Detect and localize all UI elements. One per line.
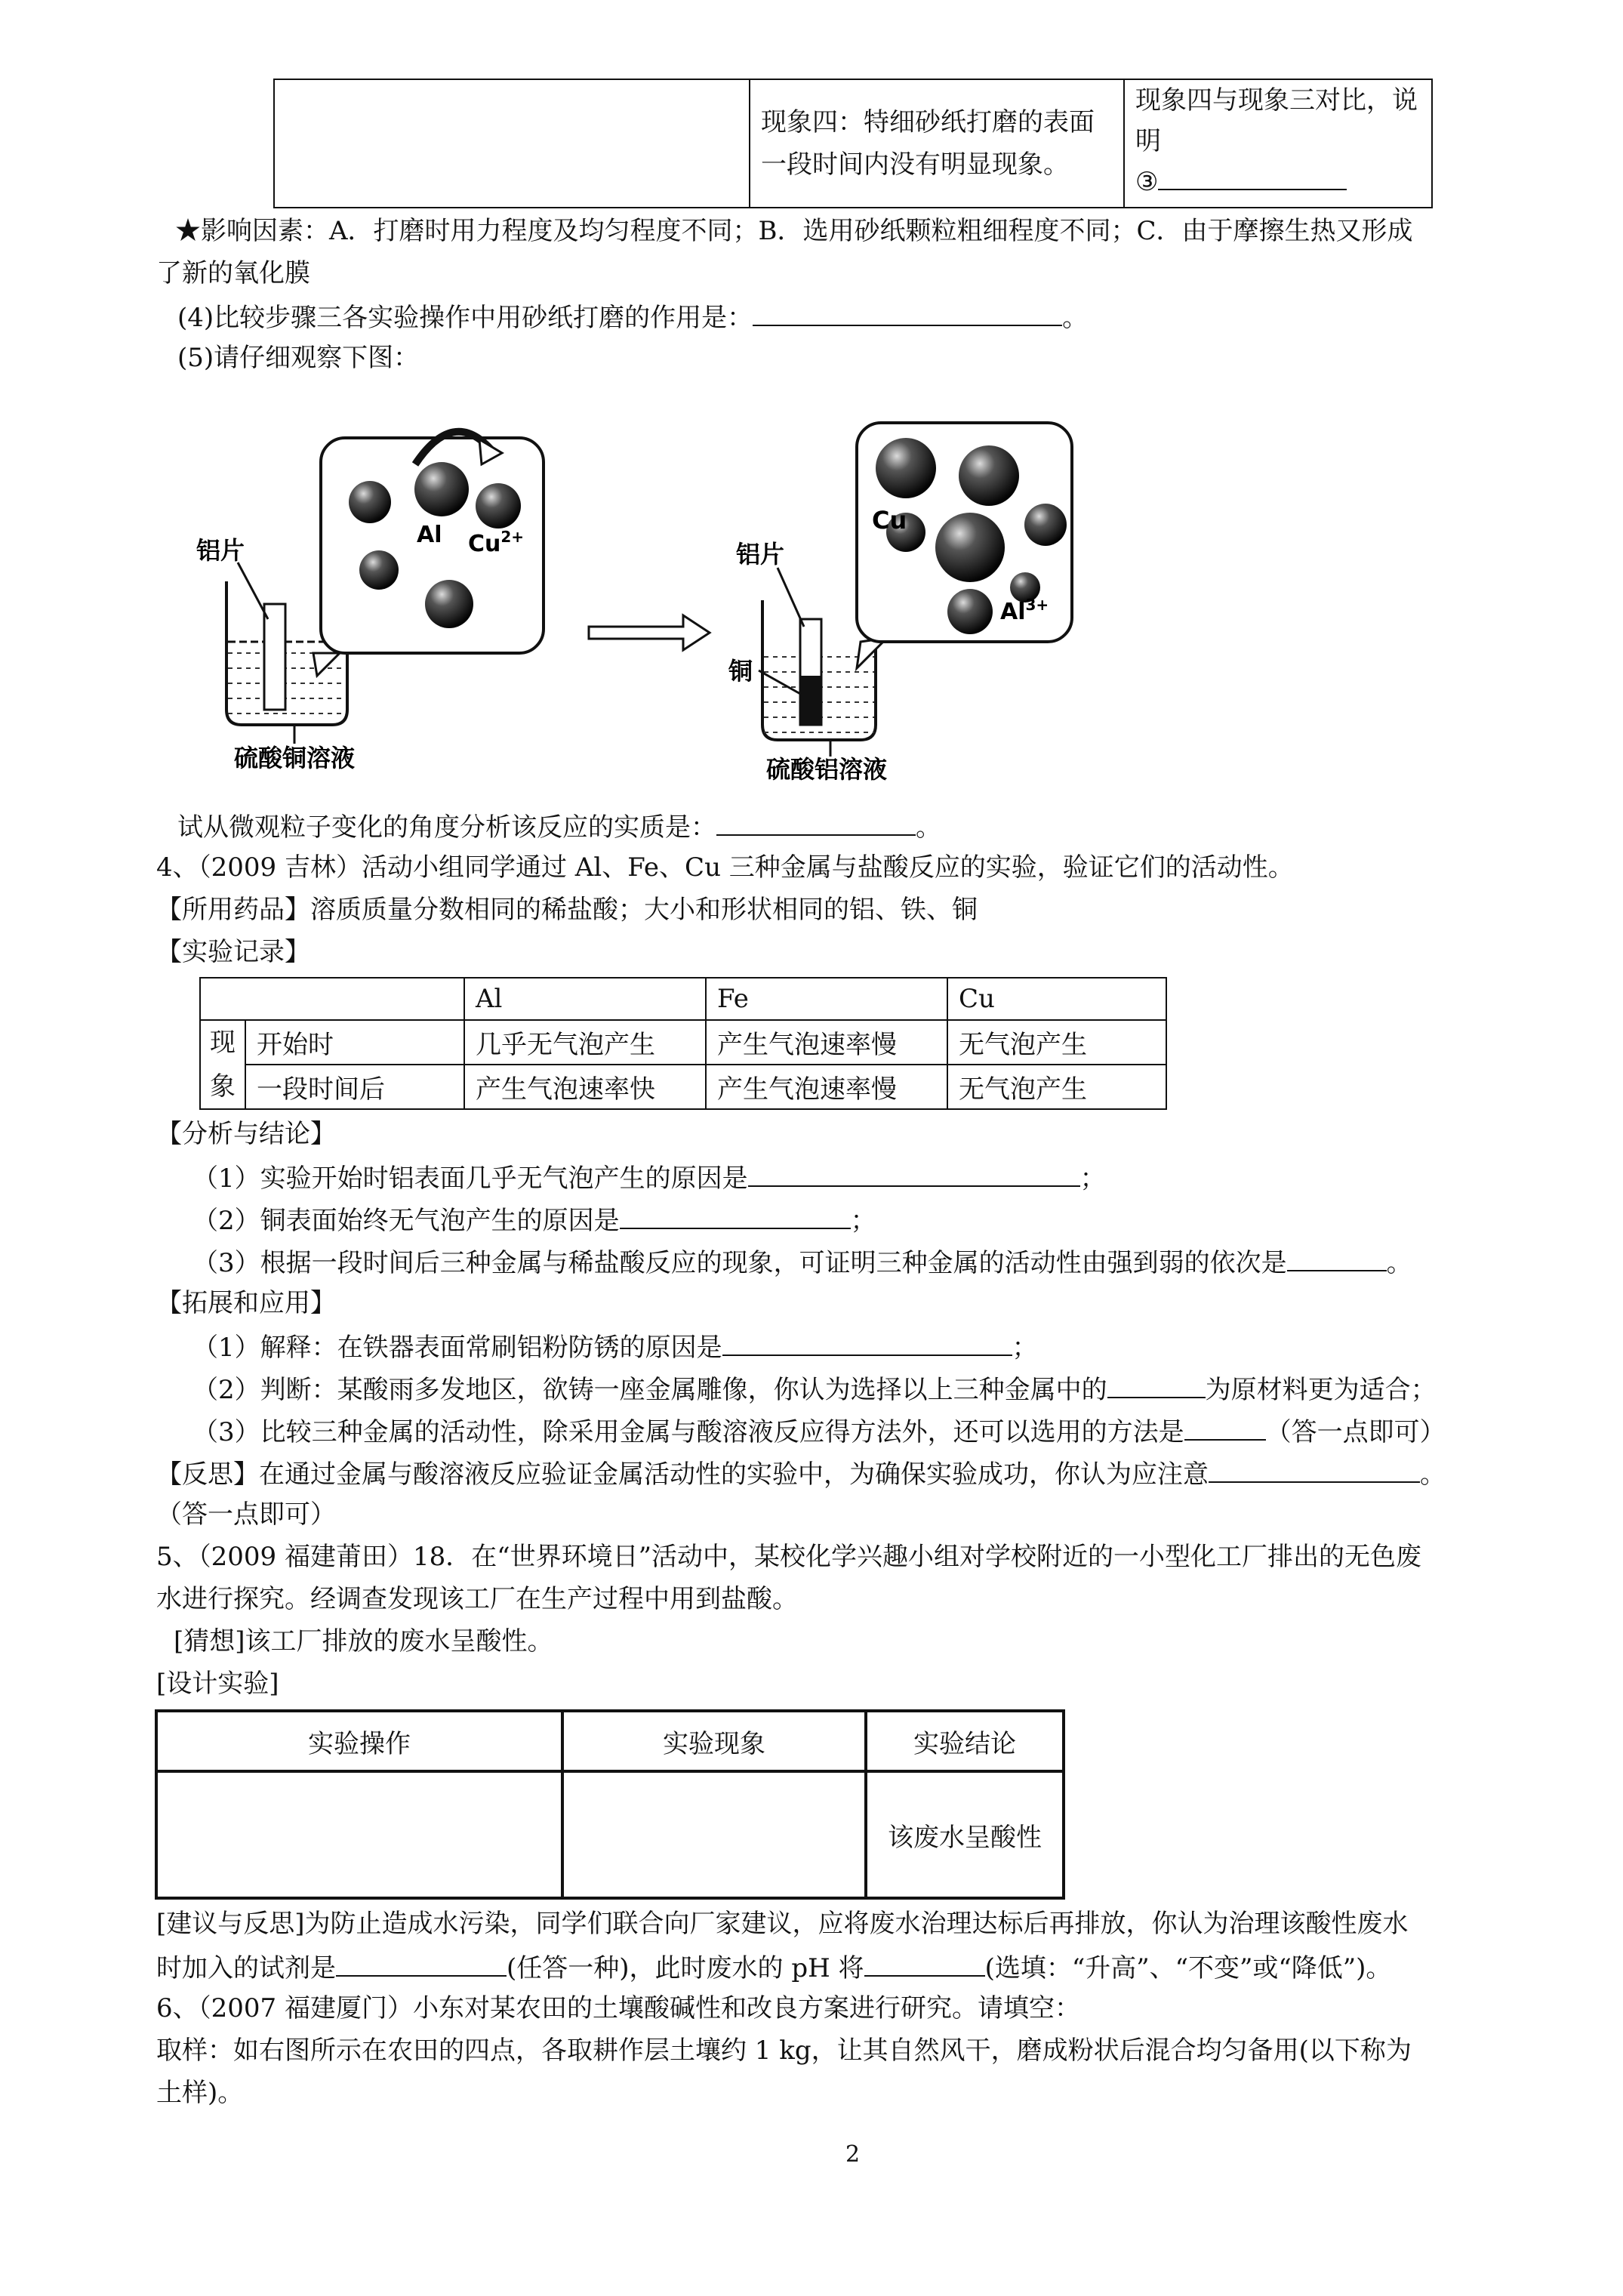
problem-4-record-title: 【实验记录】 bbox=[156, 937, 310, 967]
design-header-conclusion: 实验结论 bbox=[866, 1711, 1064, 1771]
phenomenon4-cell bbox=[750, 79, 1124, 208]
analysis-item-1 bbox=[192, 1160, 1106, 1195]
record-header-cu: Cu bbox=[947, 978, 1166, 1020]
record-header-al: Al bbox=[464, 978, 706, 1020]
design-operation-cell[interactable] bbox=[156, 1771, 562, 1898]
record-row-start-label: 开始时 bbox=[245, 1020, 464, 1065]
reaction-arrow bbox=[589, 615, 710, 650]
right-ion-cu: Cu bbox=[872, 506, 907, 535]
right-label-aluminum-sulfate: 硫酸铝溶液 bbox=[766, 755, 888, 784]
row-group-char-2: 象 bbox=[210, 1071, 236, 1102]
reflection-end: 。 bbox=[1420, 1459, 1446, 1490]
reflection-line2: （答一点即可） bbox=[156, 1499, 336, 1530]
answer-blank-extend-1[interactable] bbox=[722, 1329, 1012, 1356]
answer-blank-ph[interactable] bbox=[864, 1949, 985, 1977]
micro-analysis-text: 试从微观粒子变化的角度分析该反应的实质是： bbox=[177, 812, 716, 843]
answer-blank-q4[interactable] bbox=[753, 299, 1062, 326]
comparison-cell bbox=[1124, 79, 1432, 208]
problem-5-design: [设计实验] bbox=[156, 1669, 279, 1699]
row-group-char-1: 现 bbox=[210, 1028, 236, 1058]
analysis-2-text: （2）铜表面始终无气泡产生的原因是 bbox=[192, 1206, 620, 1236]
problem-4-title: 4、（2009 吉林）活动小组同学通过 Al、Fe、Cu 三种金属与盐酸反应的实验，验证它们的活动性。 bbox=[156, 852, 1294, 883]
answer-blank-reagent[interactable] bbox=[336, 1949, 507, 1977]
record-cell: 产生气泡速率慢 bbox=[706, 1020, 947, 1065]
problem-5-guess: [猜想]该工厂排放的废水呈酸性。 bbox=[174, 1626, 553, 1657]
record-cell: 无气泡产生 bbox=[947, 1020, 1166, 1065]
top-table-empty-cell bbox=[274, 79, 750, 208]
suggestion-line2 bbox=[156, 1949, 1391, 1985]
question-4-end: 。 bbox=[1062, 303, 1089, 333]
problem-6-line1: 6、（2007 福建厦门）小东对某农田的土壤酸碱性和改良方案进行研究。请填空： bbox=[156, 1993, 1080, 2023]
answer-blank-reflection[interactable] bbox=[1209, 1456, 1420, 1483]
right-ion-al: $Al^{3+}$ bbox=[1000, 596, 1049, 625]
problem-5-line1: 5、（2009 福建莆田）18．在“世界环境日”活动中，某校化学兴趣小组对学校附近的一小型化工厂排出的无色废 bbox=[156, 1542, 1421, 1572]
question-4-text: (4)比较步骤三各实验操作中用砂纸打磨的作用是： bbox=[177, 303, 753, 333]
influence-factors-line2: 了新的氧化膜 bbox=[156, 258, 310, 288]
record-cell: 产生气泡速率慢 bbox=[706, 1065, 947, 1109]
record-cell: 无气泡产生 bbox=[947, 1065, 1166, 1109]
suggestion-line1: [建议与反思]为防止造成水污染，同学们联合向厂家建议，应将废水治理达标后再排放，你认为治理该酸性废水 bbox=[156, 1909, 1409, 1939]
analysis-3-text: （3）根据一段时间后三种金属与稀盐酸反应的现象，可证明三种金属的活动性由强到弱的依次是 bbox=[192, 1248, 1287, 1278]
extend-3-text: （3）比较三种金属的活动性，除采用金属与酸溶液反应得方法外，还可以选用的方法是 bbox=[192, 1417, 1184, 1447]
micro-analysis bbox=[177, 809, 941, 844]
answer-blank-micro[interactable] bbox=[716, 809, 916, 836]
extend-1-text: （1）解释：在铁器表面常刷铝粉防锈的原因是 bbox=[192, 1333, 722, 1363]
problem-5-line2: 水进行探究。经调查发现该工厂在生产过程中用到盐酸。 bbox=[156, 1584, 798, 1614]
right-label-aluminum-sheet: 铝片 bbox=[736, 540, 785, 569]
extend-item-3 bbox=[192, 1413, 1446, 1449]
problem-4-drugs: 【所用药品】溶质质量分数相同的稀盐酸；大小和形状相同的铝、铁、铜 bbox=[156, 895, 978, 925]
extend-2-text: （2）判断：某酸雨多发地区，欲铸一座金属雕像，你认为选择以上三种金属中的 bbox=[192, 1375, 1107, 1405]
left-label-aluminum-sheet: 铝片 bbox=[196, 536, 245, 565]
influence-factors-line1: ★影响因素：A．打磨时用力程度及均匀程度不同；B．选用砂纸颗粒粗细程度不同；C．由于摩擦生热又形成 bbox=[175, 216, 1413, 246]
micro-analysis-end: 。 bbox=[916, 812, 941, 843]
analysis-title: 【分析与结论】 bbox=[156, 1119, 336, 1149]
extend-1-end: ； bbox=[1012, 1333, 1038, 1363]
answer-blank-extend-3[interactable] bbox=[1184, 1413, 1266, 1441]
extend-3-end: （答一点即可） bbox=[1265, 1417, 1446, 1447]
record-header-fe: Fe bbox=[706, 978, 947, 1020]
comparison-text: 现象四与现象三对比，说明 bbox=[1135, 85, 1418, 156]
analysis-1-text: （1）实验开始时铝表面几乎无气泡产生的原因是 bbox=[192, 1163, 748, 1194]
extend-item-2 bbox=[192, 1371, 1437, 1407]
answer-blank-analysis-1[interactable] bbox=[748, 1160, 1080, 1187]
extend-2-end: 为原材料更为适合； bbox=[1205, 1375, 1437, 1405]
top-table bbox=[273, 79, 1433, 208]
experiment-record-table bbox=[199, 977, 1167, 1110]
record-header-empty bbox=[200, 978, 464, 1020]
question-4 bbox=[177, 299, 1088, 334]
left-ion-cu: $Cu^{2+}$ bbox=[468, 528, 525, 557]
analysis-1-end: ； bbox=[1079, 1163, 1106, 1194]
extend-title: 【拓展和应用】 bbox=[156, 1288, 336, 1318]
problem-6-line3: 土样)。 bbox=[156, 2078, 244, 2108]
design-experiment-table bbox=[155, 1709, 1065, 1900]
page-number: 2 bbox=[845, 2141, 861, 2168]
answer-blank-3[interactable] bbox=[1158, 163, 1347, 190]
analysis-item-2 bbox=[192, 1202, 876, 1237]
phenomenon4-text: 现象四：特细砂纸打磨的表面一段时间内没有明显现象。 bbox=[761, 107, 1095, 180]
design-phenomenon-cell[interactable] bbox=[562, 1771, 866, 1898]
question-5: (5)请仔细观察下图： bbox=[177, 343, 420, 373]
answer-blank-extend-2[interactable] bbox=[1107, 1371, 1206, 1398]
answer-blank-analysis-2[interactable] bbox=[620, 1202, 851, 1229]
record-row-later-label: 一段时间后 bbox=[245, 1065, 464, 1109]
analysis-3-end: 。 bbox=[1386, 1248, 1412, 1278]
extend-item-1 bbox=[192, 1329, 1038, 1364]
record-row-group-label bbox=[200, 1020, 245, 1109]
left-label-copper-sulfate: 硫酸铜溶液 bbox=[234, 744, 356, 772]
right-label-copper: 铜 bbox=[728, 657, 753, 686]
record-cell: 产生气泡速率快 bbox=[464, 1065, 706, 1109]
suggestion-part-c: (选填：“升高”、“不变”或“降低”)。 bbox=[984, 1953, 1392, 1983]
suggestion-part-a: 时加入的试剂是 bbox=[156, 1953, 336, 1983]
design-header-phenomenon: 实验现象 bbox=[562, 1711, 866, 1771]
reflection-text: 【反思】在通过金属与酸溶液反应验证金属活动性的实验中，为确保实验成功，你认为应注意 bbox=[156, 1459, 1209, 1490]
record-cell: 几乎无气泡产生 bbox=[464, 1020, 706, 1065]
reaction-figure bbox=[181, 393, 1087, 785]
circle-3-label: ③ bbox=[1135, 167, 1159, 197]
analysis-2-end: ； bbox=[850, 1206, 876, 1236]
problem-6-line2: 取样：如右图所示在农田的四点，各取耕作层土壤约 1 kg，让其自然风干，磨成粉状后混合均匀备用(以下称为 bbox=[156, 2036, 1412, 2066]
design-header-operation: 实验操作 bbox=[156, 1711, 562, 1771]
suggestion-part-b: (任答一种)，此时废水的 pH 将 bbox=[507, 1953, 864, 1983]
design-conclusion-cell: 该废水呈酸性 bbox=[866, 1771, 1064, 1898]
left-ion-al: Al bbox=[417, 522, 442, 548]
reflection-line1 bbox=[156, 1456, 1446, 1491]
analysis-item-3 bbox=[192, 1244, 1412, 1280]
answer-blank-analysis-3[interactable] bbox=[1287, 1244, 1387, 1271]
